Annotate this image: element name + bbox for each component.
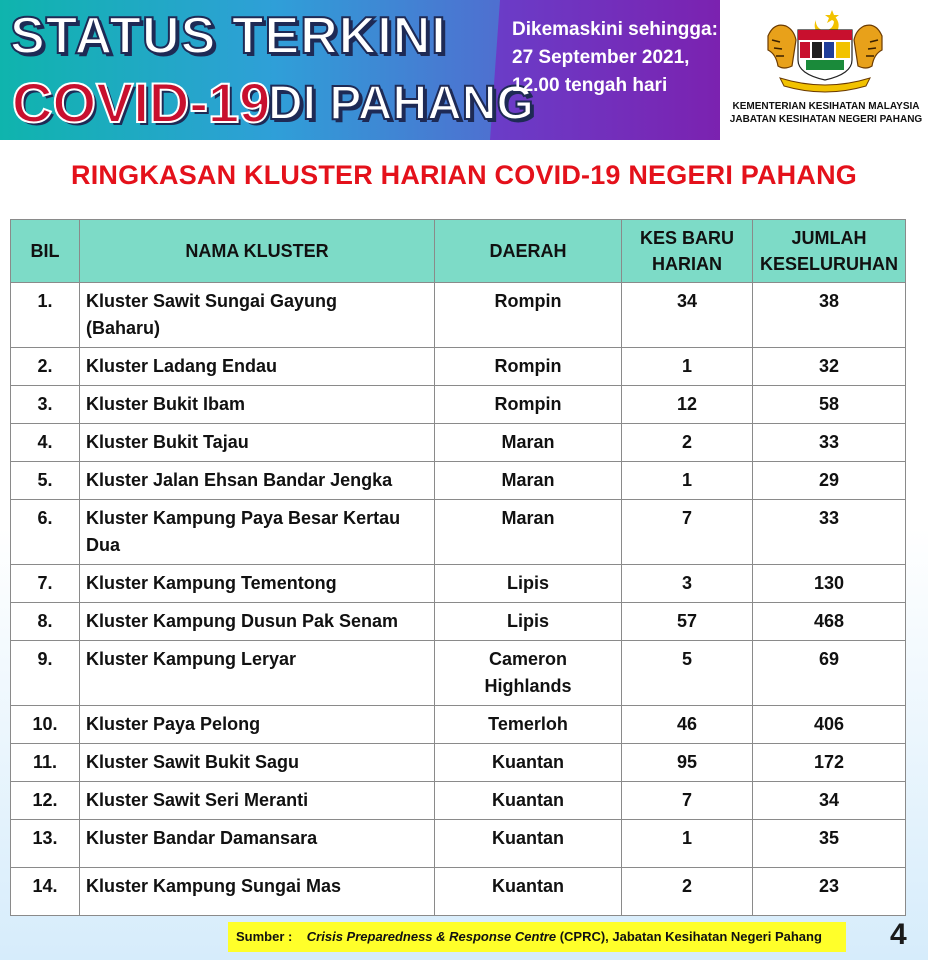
cell-kes-baru bbox=[622, 706, 753, 744]
table-row bbox=[11, 283, 906, 348]
table-row bbox=[11, 424, 906, 462]
cluster-table bbox=[10, 219, 906, 916]
update-line2: 27 September 2021, bbox=[512, 47, 690, 68]
cell-nama-kluster bbox=[80, 603, 435, 641]
cell-bil bbox=[11, 820, 80, 868]
cell-jumlah-text: 38 bbox=[818, 291, 840, 311]
cell-jumlah-text: 34 bbox=[818, 790, 840, 810]
cell-nama-kluster bbox=[80, 565, 435, 603]
header-jumlah-line1: JUMLAH bbox=[791, 228, 867, 248]
update-info bbox=[512, 16, 718, 100]
cell-kes-baru bbox=[622, 603, 753, 641]
cell-bil bbox=[11, 348, 80, 386]
cell-kes-baru-text: 7 bbox=[681, 790, 692, 810]
cell-nama-kluster-text: Kluster Sawit Sungai Gayung bbox=[86, 291, 338, 311]
cell-bil-text: 9. bbox=[37, 649, 53, 669]
update-line3: 12.00 tengah hari bbox=[512, 75, 668, 96]
cell-kes-baru-text: 95 bbox=[676, 752, 698, 772]
cell-jumlah bbox=[753, 283, 906, 348]
banner-title-location: DI PAHANG bbox=[268, 77, 534, 130]
cell-bil-text: 3. bbox=[37, 394, 53, 414]
cell-kes-baru-text: 1 bbox=[681, 356, 692, 376]
table-row bbox=[11, 603, 906, 641]
cell-daerah-text: Maran bbox=[501, 508, 555, 528]
cell-kes-baru bbox=[622, 565, 753, 603]
cell-bil bbox=[11, 500, 80, 565]
cell-bil bbox=[11, 462, 80, 500]
table-row bbox=[11, 782, 906, 820]
cell-jumlah-text: 406 bbox=[813, 714, 845, 734]
banner-title-covid: COVID-19 bbox=[12, 71, 271, 134]
cell-nama-kluster-text: Kluster Paya Pelong bbox=[86, 714, 261, 734]
header-daerah: DAERAH bbox=[435, 220, 622, 283]
cell-daerah bbox=[435, 500, 622, 565]
cell-kes-baru-text: 1 bbox=[681, 470, 692, 490]
cell-daerah bbox=[435, 868, 622, 916]
header-jumlah-line2: KESELURUHAN bbox=[759, 254, 898, 274]
cell-bil bbox=[11, 744, 80, 782]
table-body bbox=[11, 283, 906, 916]
source-label: Sumber : bbox=[236, 929, 293, 944]
header-kes bbox=[622, 220, 753, 283]
cell-bil-text: 13. bbox=[32, 828, 58, 848]
cell-jumlah-text: 468 bbox=[813, 611, 845, 631]
cell-nama-kluster-text: Kluster Sawit Bukit Sagu bbox=[86, 752, 300, 772]
cell-kes-baru bbox=[622, 462, 753, 500]
cell-daerah-text: Maran bbox=[501, 432, 555, 452]
banner-title-line1: STATUS TERKINI bbox=[10, 7, 447, 65]
cell-kes-baru bbox=[622, 641, 753, 706]
cell-bil-text: 12. bbox=[32, 790, 58, 810]
cell-daerah bbox=[435, 283, 622, 348]
cell-bil bbox=[11, 424, 80, 462]
cell-daerah bbox=[435, 706, 622, 744]
cell-jumlah bbox=[753, 565, 906, 603]
cell-nama-kluster bbox=[80, 868, 435, 916]
cell-bil-text: 14. bbox=[32, 876, 58, 896]
cell-daerah-text: Temerloh bbox=[488, 714, 568, 734]
cell-jumlah-text: 130 bbox=[813, 573, 845, 593]
cell-nama-kluster-text: (Baharu) bbox=[86, 318, 161, 338]
cell-bil bbox=[11, 386, 80, 424]
cell-jumlah bbox=[753, 500, 906, 565]
cell-nama-kluster-text: Dua bbox=[86, 535, 121, 555]
cell-jumlah bbox=[753, 424, 906, 462]
cell-kes-baru-text: 12 bbox=[676, 394, 698, 414]
cell-bil bbox=[11, 782, 80, 820]
cell-nama-kluster bbox=[80, 386, 435, 424]
cell-nama-kluster-text: Kluster Kampung Sungai Mas bbox=[86, 876, 342, 896]
cell-nama-kluster-text: Kluster Bandar Damansara bbox=[86, 828, 318, 848]
header-nama: NAMA KLUSTER bbox=[80, 220, 435, 283]
cell-nama-kluster-text: Kluster Bukit Ibam bbox=[86, 394, 246, 414]
table-row bbox=[11, 820, 906, 868]
table-row bbox=[11, 500, 906, 565]
cell-daerah-text: Rompin bbox=[494, 394, 562, 414]
cell-nama-kluster bbox=[80, 500, 435, 565]
cell-daerah-text: Lipis bbox=[506, 611, 549, 631]
cell-bil bbox=[11, 868, 80, 916]
malaysia-coat-of-arms-icon bbox=[760, 6, 890, 94]
cell-bil-text: 10. bbox=[32, 714, 58, 734]
header-kes-line2: HARIAN bbox=[652, 254, 722, 274]
cell-jumlah-text: 32 bbox=[818, 356, 840, 376]
cell-daerah bbox=[435, 348, 622, 386]
table-row bbox=[11, 565, 906, 603]
cell-jumlah bbox=[753, 782, 906, 820]
ministry-label bbox=[726, 100, 926, 126]
table-header-row bbox=[11, 220, 906, 283]
cell-jumlah bbox=[753, 348, 906, 386]
cell-bil-text: 7. bbox=[37, 573, 53, 593]
cell-bil bbox=[11, 641, 80, 706]
cell-bil-text: 8. bbox=[37, 611, 53, 631]
source-rest: (CPRC), Jabatan Kesihatan Negeri Pahang bbox=[556, 929, 822, 944]
cell-jumlah bbox=[753, 868, 906, 916]
cell-jumlah-text: 172 bbox=[813, 752, 845, 772]
cell-daerah-text: Rompin bbox=[494, 291, 562, 311]
table-row bbox=[11, 462, 906, 500]
cell-nama-kluster-text: Kluster Kampung Paya Besar Kertau bbox=[86, 508, 401, 528]
table-row bbox=[11, 348, 906, 386]
cell-bil-text: 6. bbox=[37, 508, 53, 528]
cell-daerah bbox=[435, 603, 622, 641]
source-italic: Crisis Preparedness & Response Centre bbox=[306, 929, 557, 944]
cell-jumlah-text: 29 bbox=[818, 470, 840, 490]
cell-kes-baru-text: 7 bbox=[681, 508, 692, 528]
cell-daerah-text: Kuantan bbox=[492, 752, 564, 772]
cell-kes-baru bbox=[622, 820, 753, 868]
cell-nama-kluster bbox=[80, 283, 435, 348]
cell-bil bbox=[11, 706, 80, 744]
cell-daerah bbox=[435, 641, 622, 706]
cell-kes-baru bbox=[622, 424, 753, 462]
cell-daerah bbox=[435, 386, 622, 424]
cell-daerah-text: Highlands bbox=[484, 676, 572, 696]
cell-kes-baru-text: 5 bbox=[681, 649, 692, 669]
table-row bbox=[11, 386, 906, 424]
cell-daerah bbox=[435, 565, 622, 603]
cell-bil bbox=[11, 283, 80, 348]
cell-kes-baru-text: 57 bbox=[676, 611, 698, 631]
cell-bil bbox=[11, 565, 80, 603]
cell-jumlah bbox=[753, 603, 906, 641]
cell-daerah-text: Maran bbox=[501, 470, 555, 490]
cell-daerah-text: Kuantan bbox=[492, 790, 564, 810]
table-row bbox=[11, 868, 906, 916]
cell-nama-kluster bbox=[80, 744, 435, 782]
cell-kes-baru-text: 46 bbox=[676, 714, 698, 734]
ministry-line2: JABATAN KESIHATAN NEGERI PAHANG bbox=[729, 114, 923, 125]
cell-bil bbox=[11, 603, 80, 641]
cell-kes-baru bbox=[622, 283, 753, 348]
header-bil: BIL bbox=[11, 220, 80, 283]
cell-nama-kluster bbox=[80, 641, 435, 706]
page-number: 4 bbox=[890, 918, 907, 951]
cell-nama-kluster-text: Kluster Kampung Dusun Pak Senam bbox=[86, 611, 399, 631]
source-note bbox=[236, 929, 822, 944]
cell-bil-text: 11. bbox=[32, 752, 58, 772]
cell-nama-kluster bbox=[80, 462, 435, 500]
cell-daerah bbox=[435, 744, 622, 782]
cell-jumlah bbox=[753, 744, 906, 782]
cell-bil-text: 1. bbox=[37, 291, 53, 311]
cell-nama-kluster bbox=[80, 348, 435, 386]
cell-daerah bbox=[435, 462, 622, 500]
cell-nama-kluster bbox=[80, 820, 435, 868]
cell-daerah bbox=[435, 424, 622, 462]
cell-nama-kluster-text: Kluster Bukit Tajau bbox=[86, 432, 249, 452]
header-banner bbox=[0, 0, 928, 140]
cell-nama-kluster bbox=[80, 706, 435, 744]
cell-nama-kluster bbox=[80, 424, 435, 462]
cell-bil-text: 4. bbox=[37, 432, 53, 452]
cell-jumlah-text: 58 bbox=[818, 394, 840, 414]
cell-daerah-text: Kuantan bbox=[492, 828, 564, 848]
cell-nama-kluster-text: Kluster Kampung Leryar bbox=[86, 649, 297, 669]
table-row bbox=[11, 706, 906, 744]
header-kes-line1: KES BARU bbox=[639, 228, 734, 248]
cell-daerah-text: Kuantan bbox=[492, 876, 564, 896]
cell-jumlah bbox=[753, 706, 906, 744]
ministry-line1: KEMENTERIAN KESIHATAN MALAYSIA bbox=[732, 101, 920, 112]
update-line1: Dikemaskini sehingga: bbox=[512, 19, 718, 40]
cell-nama-kluster-text: Kluster Kampung Tementong bbox=[86, 573, 337, 593]
cell-nama-kluster-text: Kluster Sawit Seri Meranti bbox=[86, 790, 309, 810]
table-row bbox=[11, 641, 906, 706]
cell-jumlah-text: 33 bbox=[818, 508, 840, 528]
cell-kes-baru bbox=[622, 782, 753, 820]
cell-kes-baru bbox=[622, 500, 753, 565]
cell-kes-baru bbox=[622, 348, 753, 386]
cell-daerah bbox=[435, 820, 622, 868]
page-title: RINGKASAN KLUSTER HARIAN COVID-19 NEGERI PAHANG bbox=[71, 160, 857, 190]
header-jumlah bbox=[753, 220, 906, 283]
cell-kes-baru bbox=[622, 386, 753, 424]
cell-daerah-text: Rompin bbox=[494, 356, 562, 376]
cell-kes-baru-text: 2 bbox=[681, 432, 692, 452]
cell-jumlah bbox=[753, 820, 906, 868]
cell-jumlah bbox=[753, 641, 906, 706]
cell-kes-baru-text: 1 bbox=[681, 828, 692, 848]
cell-daerah bbox=[435, 782, 622, 820]
cell-kes-baru-text: 3 bbox=[681, 573, 692, 593]
cell-jumlah-text: 23 bbox=[818, 876, 840, 896]
cell-kes-baru bbox=[622, 868, 753, 916]
cell-nama-kluster bbox=[80, 782, 435, 820]
cell-nama-kluster-text: Kluster Ladang Endau bbox=[86, 356, 278, 376]
cell-kes-baru-text: 2 bbox=[681, 876, 692, 896]
cell-kes-baru bbox=[622, 744, 753, 782]
cell-kes-baru-text: 34 bbox=[676, 291, 698, 311]
cell-bil-text: 5. bbox=[37, 470, 53, 490]
cell-jumlah-text: 69 bbox=[818, 649, 840, 669]
cell-jumlah-text: 33 bbox=[818, 432, 840, 452]
cell-jumlah bbox=[753, 462, 906, 500]
cell-jumlah-text: 35 bbox=[818, 828, 840, 848]
cell-jumlah bbox=[753, 386, 906, 424]
cell-daerah-text: Lipis bbox=[506, 573, 549, 593]
cell-bil-text: 2. bbox=[37, 356, 53, 376]
cell-daerah-text: Cameron bbox=[488, 649, 568, 669]
cell-nama-kluster-text: Kluster Jalan Ehsan Bandar Jengka bbox=[86, 470, 393, 490]
table-row bbox=[11, 744, 906, 782]
